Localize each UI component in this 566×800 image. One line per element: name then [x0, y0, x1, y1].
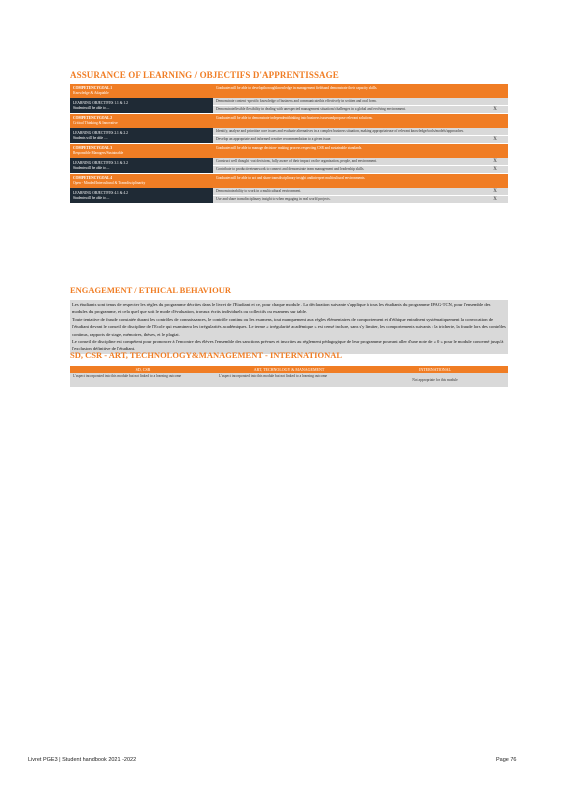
learning-objectives-row: [70, 158, 508, 173]
goal-name: Critical Thinking & Innovative: [73, 121, 118, 125]
table-header-row: [70, 366, 508, 373]
objective-item: Use and share transdisciplinary insight to when engaging in real world projects. X: [213, 196, 508, 203]
learning-objectives-row: [70, 98, 508, 113]
engagement-paragraph: Le conseil de discipline est compétent pour prononcer à l'encontre des élèves l'ensemble des sanctions prévues et inscrites au règlement pédagogique de leur programme pouvant aller d'une note de « 0 » pour le module concerné jusqu'à l'exclusion définitive de l'étudiant.: [72, 339, 504, 352]
objective-item: Demonstrate content -specific knowledge of business and communicatethis effectively in written and oral form.: [213, 98, 508, 106]
goal-statement: Graduateswill be able to act and share transdisciplinary insight andinterpret multicultural environments.: [213, 174, 508, 188]
goal-label: COMPETENCYGOAL 3: [73, 146, 113, 150]
goal-name: Open - Minded/Intercultural & Transdisciplinarity: [73, 181, 146, 185]
table-cell: L'aspect incorporated into this module but not linked to a learning outcome: [73, 374, 182, 378]
goal-statement: Graduateswill be able to developthoroughknowledge in management fieldsand demonstrate their capacity skills.: [213, 84, 508, 98]
objective-mark: X: [493, 167, 497, 172]
table-header: ART, TECHNOLOGY & MANAGEMENT: [253, 367, 325, 372]
goal-name: Responsible Managers/Sustainable: [73, 151, 124, 155]
table-cell: L'aspect incorporated into this module but not linked to a learning outcome: [219, 374, 328, 378]
table-row: [70, 373, 508, 387]
table-cell: Not appropriate for this module: [412, 377, 458, 382]
objective-mark: X: [493, 137, 497, 142]
competency-goal-row: [70, 144, 508, 158]
objective-mark: [482, 98, 508, 105]
table-header: INTERNATIONAL: [419, 367, 451, 372]
objective-item: Demonstrateability to work in a multicultural environment. X: [213, 188, 508, 196]
learning-objectives-row: [70, 188, 508, 203]
table-header: SD, CSR: [135, 367, 151, 372]
objectives-sub: Studentswill be able to....: [73, 105, 110, 110]
goal-label: COMPETENCYGOAL 2: [73, 116, 113, 120]
sd-section-heading: SD, CSR - ART, TECHNOLOGY&MANAGEMENT - INTERNATIONAL: [70, 350, 343, 360]
objectives-sub: Studentswill be able to....: [73, 195, 110, 200]
goal-statement: Graduateswill be able to manage decision- making process respecting CSR and sustainable standards.: [213, 144, 508, 158]
objectives-label: LEARNING OBJECTIVES 2.1 & 2.2: [73, 130, 128, 135]
engagement-text: [70, 300, 508, 354]
objectives-sub: Studentswill be able to....: [73, 165, 110, 170]
objective-item: Identify, analyze and prioritize core issues and evaluate alternatives in a complex business situation, making appropriateuse of relevant knowledge/tools/models/approaches.: [213, 128, 508, 136]
objectives-label: LEARNING OBJECTIVES 3.1 & 3.2: [73, 160, 128, 165]
objectives-label: LEARNING OBJECTIVES 1.1 & 1.2: [73, 100, 128, 105]
goal-label: COMPETENCYGOAL 1: [73, 86, 113, 90]
objective-mark: [482, 128, 508, 135]
objectives-label: LEARNING OBJECTIVES 4.1 & 4.2: [73, 190, 128, 195]
objective-mark: X: [493, 159, 497, 164]
learning-objectives-row: [70, 128, 508, 143]
page-title: ASSURANCE OF LEARNING / OBJECTIFS D'APPRENTISSAGE: [70, 70, 339, 80]
objective-mark: X: [493, 197, 497, 202]
competency-goal-row: [70, 84, 508, 98]
engagement-heading: ENGAGEMENT / ETHICAL BEHAVIOUR: [70, 285, 231, 295]
engagement-paragraph: Les étudiants sont tenus de respecter les règles du programme décrites dans le livret de l'Etudiant et ce, pour chaque module . La déclaration suivante s'applique à tous les étudiants du programme IPAG-TCN, pour l'ensemble des modules du programme, et cela quel que soit le mode d'évaluation, travaux écrits individuels ou collectifs ou examens sur table.: [72, 302, 491, 315]
objective-mark: X: [493, 107, 497, 112]
objective-item: Contribute to productiveteamwork to connect and demonstrate team management and leadership skills. X: [213, 166, 508, 173]
goal-statement: Graduateswill be able to demonstrate independentthinking into business issuesandpropose relevant solutions.: [213, 114, 508, 128]
objective-item: Develop an appropriate and informed creative recommendation to a given issue. X: [213, 136, 508, 143]
sd-csr-table: [70, 366, 508, 387]
goal-name: Knowledge & Adaptable: [73, 91, 109, 95]
engagement-paragraph: Toute tentative de fraude constatée durant les contrôles de connaissances, le contrôle continu ou les examens, tout manquement aux règles élémentaires de comportement et d'éthique entraînent systématiquement la convocation de l'étudiant devant le conseil de discipline de l'Ecole qui examinera les irrégularités académiques. Le terme « irrégularité académique » est censé inclure, sans s'y limiter, les comportements suivants : la tricherie, la fraude lors des contrôles continus, rapports de stage, mémoires, thèses, et le plagiat.: [72, 316, 506, 337]
objective-item: Construct well thought -out decisions, fully aware of their impact on the organization, people, and environment. X: [213, 158, 508, 166]
competency-table: [70, 84, 508, 203]
footer-left: Livret PGE3 | Student handbook 2021 -2022: [28, 757, 137, 763]
competency-goal-row: [70, 174, 508, 188]
goal-label: COMPETENCYGOAL 4: [73, 176, 113, 180]
competency-goal-row: [70, 114, 508, 128]
footer-page-number: Page 76: [496, 757, 517, 763]
objective-mark: X: [493, 189, 497, 194]
objective-item: Demonstrateflexible flexibility in dealing with unexpected management situations/challenges in a global and evolving environment. X: [213, 106, 508, 113]
objectives-sub: Students will be able ....: [73, 135, 108, 140]
